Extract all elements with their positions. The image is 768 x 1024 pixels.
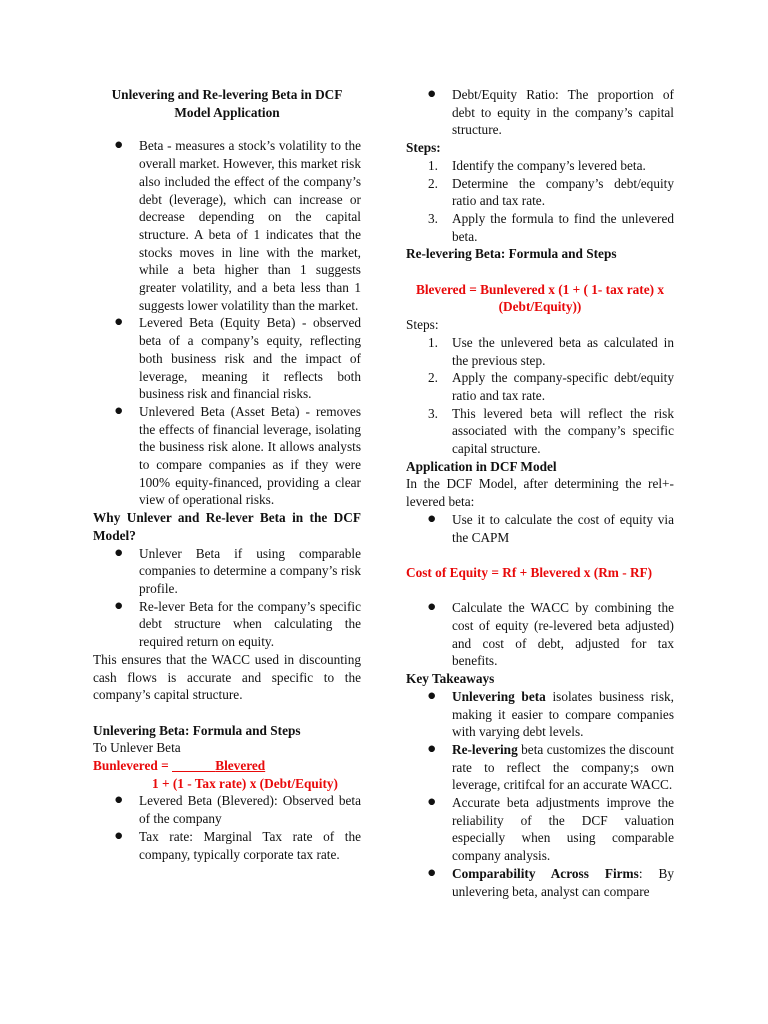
formula-lhs: Bunlevered =: [93, 758, 172, 773]
step-number: 2.: [428, 175, 438, 191]
takeaway-bold: Unlevering beta: [452, 688, 546, 704]
unlever-formula: [93, 757, 361, 775]
list-item: ● Tax rate: Marginal Tax rate of the company, typically corporate tax rate.: [139, 828, 361, 863]
list-item: ● Levered Beta (Blevered): Observed beta of the company: [139, 792, 361, 827]
list-item: [452, 865, 674, 900]
takeaways-heading: Key Takeaways: [406, 671, 495, 687]
step-number: 3.: [428, 405, 438, 421]
list-item: ● Levered Beta (Equity Beta) - observed beta of a company’s equity, reflecting both business risk and the impact of leverage, meaning it reflects both business risk and financial risks.: [139, 314, 361, 403]
relever-formula: Blevered = Bunlevered x (1 + ( 1- tax rate) x (Debt/Equity)): [415, 281, 665, 315]
takeaways-list: [406, 688, 674, 900]
step-text: Identify the company’s levered beta.: [452, 157, 646, 173]
why-heading: Why Unlever and Re-lever Beta in the DCF Model?: [93, 510, 361, 543]
step-number: 3.: [428, 210, 438, 226]
document-title: Unlevering and Re-levering Beta in DCF Model Application: [111, 87, 343, 120]
application-paragraph: In the DCF Model, after determining the rel+-levered beta:: [406, 476, 674, 510]
list-item: [452, 688, 674, 741]
capm-list: [406, 511, 674, 546]
application-heading: Application in DCF Model: [406, 458, 557, 474]
list-item: [452, 794, 674, 865]
list-item: ● Debt/Equity Ratio: The proportion of debt to equity in the company’s capital structure.: [452, 86, 674, 139]
list-item: ● Calculate the WACC by combining the cost of equity (re-levered beta adjusted) and cost of debt, adjusted for tax benefits.: [452, 599, 674, 670]
list-item: [428, 210, 674, 245]
unlevering-heading: Unlevering Beta: Formula and Steps: [93, 722, 301, 738]
why-list: [93, 545, 361, 651]
step-text: Apply the company-specific debt/equity ratio and tax rate.: [452, 370, 674, 403]
formula-blank: [172, 758, 215, 773]
list-item: ● Unlever Beta if using comparable companies to determine a company’s risk profile.: [139, 545, 361, 598]
takeaway-text: isolates business risk, making it easier to compare companies with varying debt levels.: [452, 688, 674, 740]
list-item: [428, 405, 674, 458]
steps2-heading: Steps:: [406, 317, 439, 333]
list-item: ● Unlevered Beta (Asset Beta) - removes the effects of financial leverage, isolating the business risk alone. It allows analysts to compare companies as if they were 100% equity-financed, providing a clear view of operational risks.: [139, 403, 361, 509]
step-text: Use the unlevered beta as calculated in the previous step.: [452, 334, 674, 368]
steps-heading: Steps:: [406, 140, 441, 156]
list-item: ● Re-lever Beta for the company’s specific debt structure when calculating the required return on equity.: [139, 598, 361, 651]
takeaway-text: Accurate beta adjustments improve the reliability of the DCF valuation especially when using comparable company analysis.: [452, 795, 674, 864]
list-item: [428, 175, 674, 210]
step-text: This levered beta will reflect the risk associated with the company’s specific capital structure.: [452, 405, 674, 457]
takeaway-bold: Comparability Across Firms: [452, 865, 639, 881]
cost-of-equity-formula: Cost of Equity = Rf + Blevered x (Rm - RF): [406, 564, 653, 580]
formula-numerator: Blevered: [215, 758, 266, 773]
to-unlever-label: To Unlever Beta: [93, 740, 181, 756]
wacc-list: [406, 599, 674, 670]
step-number: 2.: [428, 370, 438, 386]
debt-equity-list: [406, 86, 674, 139]
takeaway-text: : By unlevering beta, analyst can compare: [452, 865, 674, 899]
left-column: [93, 86, 361, 863]
step-text: Apply the formula to find the unlevered beta.: [452, 210, 674, 244]
right-column: [406, 86, 674, 900]
list-item: [428, 157, 674, 175]
step-number: 1.: [428, 157, 438, 173]
list-item: [452, 741, 674, 794]
list-item: ● Beta - measures a stock’s volatility to the overall market. However, this market risk also included the effect of the company’s debt (leverage), which can increase or decrease depending on the capital structure. A beta of 1 indicates that the stocks moves in line with the market, while a beta higher than 1 suggests greater volatility, and a beta less than 1 suggests lower volatility than the market.: [139, 137, 361, 314]
variables-list: [93, 792, 361, 863]
list-item: ● Use it to calculate the cost of equity via the CAPM: [452, 511, 674, 546]
relever-steps-list: [406, 334, 674, 458]
definitions-list: [93, 137, 361, 509]
formula-denominator: 1 + (1 - Tax rate) x (Debt/Equity): [152, 775, 338, 791]
unlever-steps-list: [406, 157, 674, 246]
takeaway-text: beta customizes the discount rate to reflect the company;s own leverage, critifcal for an accurate WACC.: [452, 741, 674, 793]
ensures-paragraph: This ensures that the WACC used in discounting cash flows is accurate and specific to the company’s capital structure.: [93, 651, 361, 703]
relever-heading: Re-levering Beta: Formula and Steps: [406, 246, 617, 262]
list-item: [428, 334, 674, 369]
step-text: Determine the company’s debt/equity ratio and tax rate.: [452, 175, 674, 209]
list-item: [428, 369, 674, 404]
takeaway-bold: Re-levering: [452, 741, 518, 757]
step-number: 1.: [428, 334, 438, 350]
